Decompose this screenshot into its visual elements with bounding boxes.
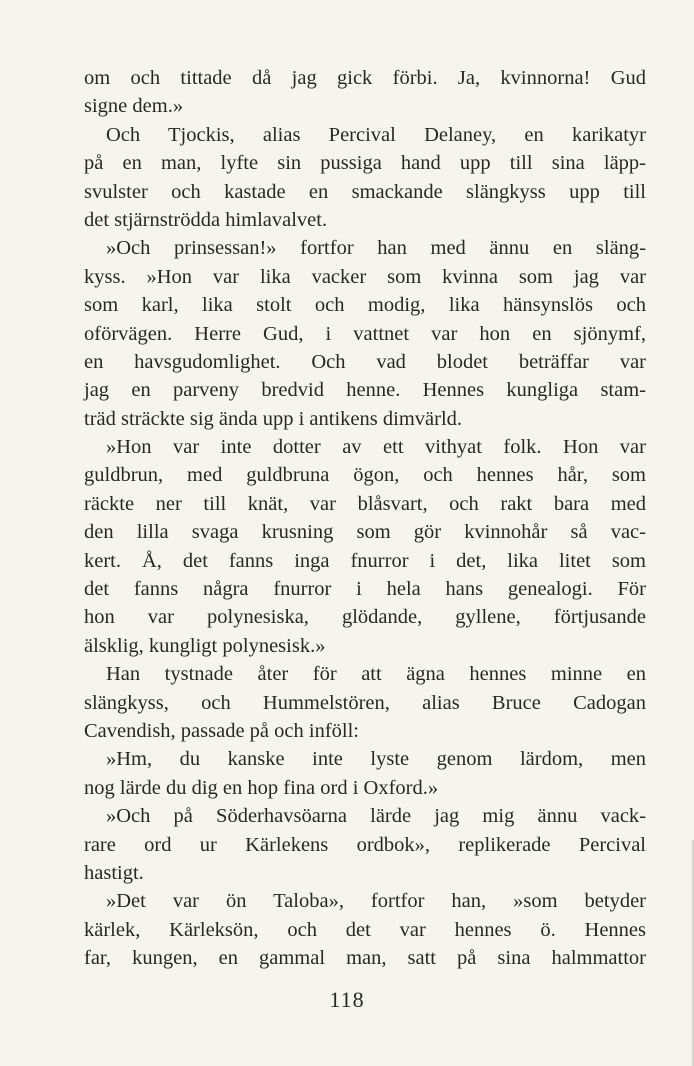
text-line: jag en parveny bredvid henne. Hennes kungliga stam- — [84, 379, 646, 402]
text-line: på en man, lyfte sin pussiga hand upp till sina läpp- — [84, 152, 646, 175]
text-line: älsklig, kungligt polynesisk.» — [84, 634, 326, 657]
text-line: hastigt. — [84, 861, 144, 884]
text-line: slängkyss, och Hummelstören, alias Bruce Cadogan — [84, 691, 646, 714]
text-line: »Hon var inte dotter av ett vithyat folk. Hon var — [106, 436, 646, 459]
text-line: »Och på Söderhavsöarna lärde jag mig ännu vack- — [106, 805, 646, 828]
text-line: om och tittade då jag gick förbi. Ja, kvinnorna! Gud — [84, 67, 646, 89]
text-line: rare ord ur Kärlekens ordbok», replikerade Percival — [84, 833, 646, 856]
text-line: svulster och kastade en smackande slängkyss upp till — [84, 180, 646, 203]
text-line: »Det var ön Taloba», fortfor han, »som betyder — [106, 890, 646, 913]
text-line: »Hm, du kanske inte lyste genom lärdom, men — [106, 748, 646, 771]
text-line: kärlek, Kärleksön, och det var hennes ö. Hennes — [84, 918, 646, 941]
text-line: signe dem.» — [84, 95, 184, 118]
text-line: kert. Å, det fanns inga fnurror i det, lika litet som — [84, 549, 646, 572]
page-number: 118 — [329, 987, 365, 1012]
text-line: »Och prinsessan!» fortfor han med ännu en släng- — [106, 237, 646, 260]
text-line: kyss. »Hon var lika vacker som kvinna som jag var — [84, 265, 646, 288]
text-line: nog lärde du dig en hop fina ord i Oxford.» — [84, 776, 439, 799]
text-line: Han tystnade åter för att ägna hennes minne en — [106, 663, 646, 686]
text-line: det stjärnströdda himlavalvet. — [84, 208, 328, 231]
text-line: det fanns några fnurror i hela hans genealogi. För — [84, 578, 646, 601]
text-line: träd sträckte sig ända upp i antikens dimvärld. — [84, 407, 463, 430]
text-line: far, kungen, en gammal man, satt på sina halmmattor — [84, 947, 646, 970]
text-line: räckte ner till knät, var blåsvart, och rakt bara med — [84, 492, 646, 515]
text-line: en havsgudomlighet. Och vad blodet beträffar var — [84, 350, 646, 373]
text-line: guldbrun, med guldbruna ögon, och hennes hår, som — [84, 464, 646, 487]
text-line: Cavendish, passade på och inföll: — [84, 719, 359, 742]
text-line: som karl, lika stolt och modig, lika hänsynslös och — [84, 294, 646, 317]
text-line: oförvägen. Herre Gud, i vattnet var hon en sjönymf, — [84, 322, 646, 345]
text-line: Och Tjockis, alias Percival Delaney, en karikatyr — [106, 123, 646, 146]
book-page-text — [84, 64, 646, 973]
text-line: hon var polynesiska, glödande, gyllene, förtjusande — [84, 606, 646, 629]
text-line: den lilla svaga krusning som gör kvinnohår så vac- — [84, 521, 646, 544]
